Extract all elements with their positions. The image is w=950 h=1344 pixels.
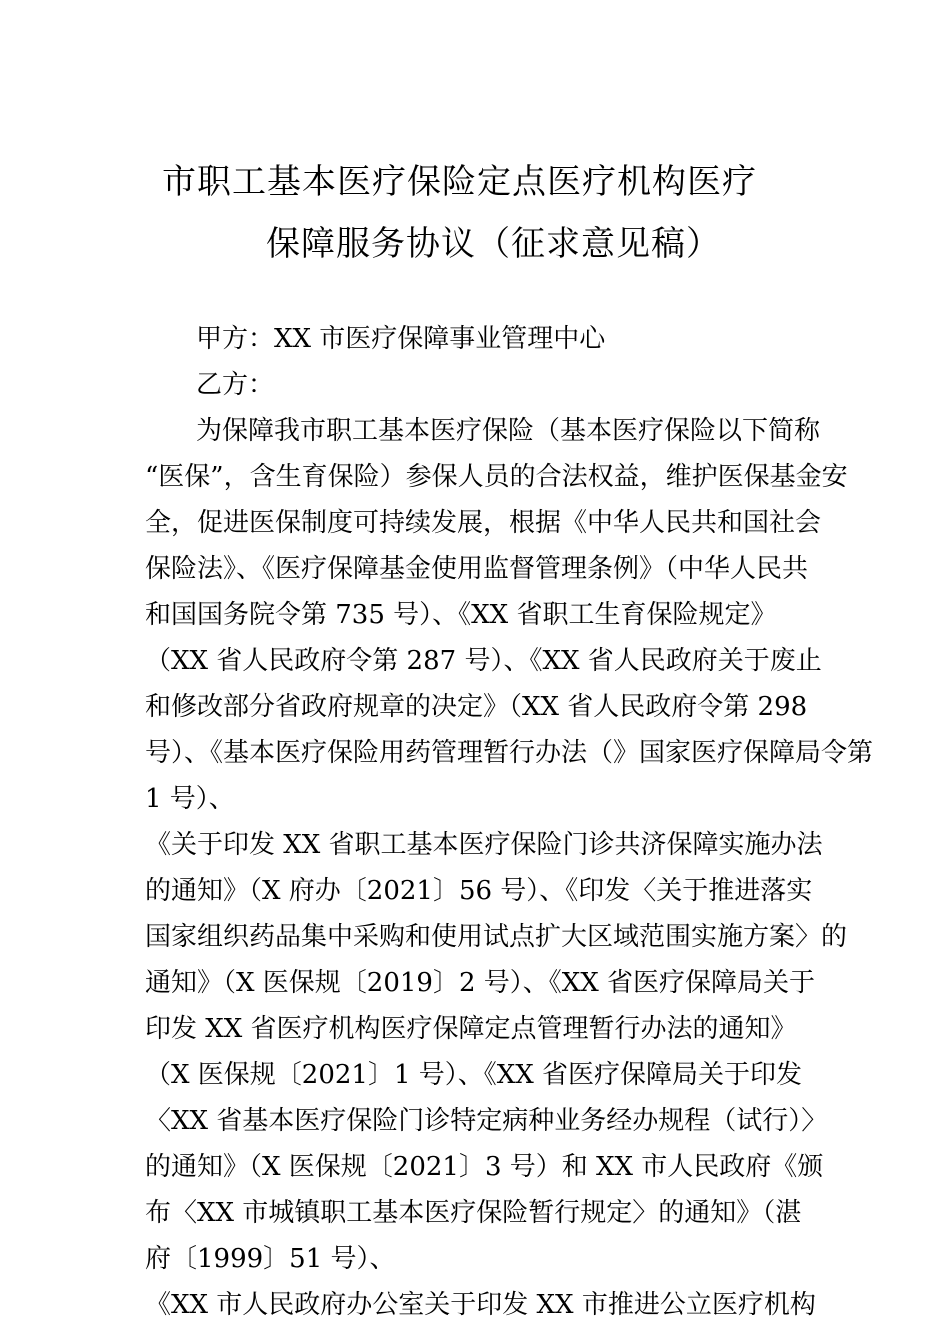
paragraph-line: 的通知》（X 医保规〔2021〕3 号）和 XX 市人民政府《颁 [145,1152,824,1182]
party-b: 乙方： [196,370,275,400]
paragraph-line: （X 医保规〔2021〕1 号）、《XX 省医疗保障局关于印发 [145,1060,803,1090]
paragraph-line: 印发 XX 省医疗机构医疗保障定点管理暂行办法的通知》 [145,1014,797,1044]
paragraph-line: 《XX 市人民政府办公室关于印发 XX 市推进公立医疗机构 [145,1290,816,1320]
paragraph-line: 和修改部分省政府规章的决定》（XX 省人民政府令第 298 [145,692,808,722]
paragraph-line: 保险法》、《医疗保障基金使用监督管理条例》（中华人民共 [145,554,809,584]
document-title-line-2: 保障服务协议（征求意见稿） [266,224,721,264]
paragraph-line: 〈XX 省基本医疗保险门诊特定病种业务经办规程（试行）〉 [145,1106,828,1136]
party-a: 甲方：XX 市医疗保障事业管理中心 [196,324,606,354]
paragraph-line: 府〔1999〕51 号）、 [145,1244,396,1274]
paragraph-line: 为保障我市职工基本医疗保险（基本医疗保险以下简称 [196,416,821,446]
paragraph-line: 1 号）、 [145,784,235,814]
paragraph-line: 《关于印发 XX 省职工基本医疗保险门诊共济保障实施办法 [145,830,823,860]
paragraph-line: 的通知》（X 府办〔2021〕56 号）、《印发〈关于推进落实 [145,876,813,906]
paragraph-line: （XX 省人民政府令第 287 号）、《XX 省人民政府关于废止 [145,646,822,676]
paragraph-line: 号）、《基本医疗保险用药管理暂行办法（》国家医疗保障局令第 [145,738,874,768]
paragraph-line: 国家组织药品集中采购和使用试点扩大区域范围实施方案〉的 [145,922,848,952]
paragraph-line: 布〈XX 市城镇职工基本医疗保险暂行规定〉的通知》（湛 [145,1198,802,1228]
paragraph-line: 通知》（X 医保规〔2019〕2 号）、《XX 省医疗保障局关于 [145,968,816,998]
paragraph-line: 和国国务院令第 735 号）、《XX 省职工生育保险规定》 [145,600,777,630]
document-title-line-1: 市职工基本医疗保险定点医疗机构医疗 [162,162,757,202]
body-paragraph [145,408,874,1328]
paragraph-line: “医保”，含生育保险）参保人员的合法权益，维护医保基金安 [145,462,848,492]
paragraph-line: 全，促进医保制度可持续发展，根据《中华人民共和国社会 [145,508,822,538]
